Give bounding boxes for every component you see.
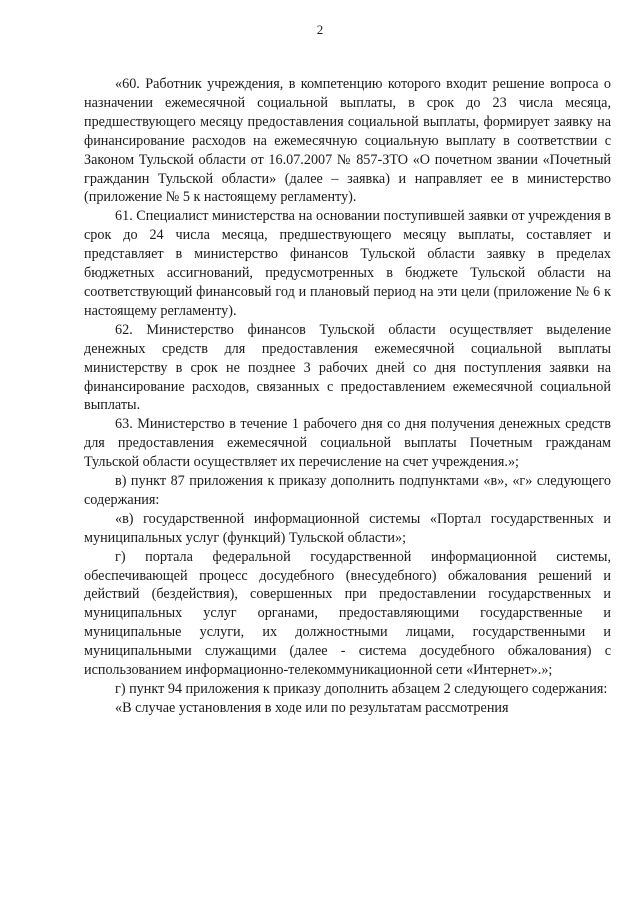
paragraph-60: «60. Работник учреждения, в компетенцию которого входит решение вопроса о назначении ежемесячной социальной выплаты, в срок до 23 числа месяца, предшествующего месяцу предоставления социальной выплаты, формирует заявку на финансирование расходов на ежемесячную социальную выплату в соответствии с Законом Тульской области от 16.07.2007 № 857-ЗТО «О почетном звании «Почетный гражданин Тульской области» (далее – заявка) и направляет ее в министерство (приложение № 5 к настоящему регламенту). bbox=[84, 76, 611, 206]
paragraph-63: 63. Министерство в течение 1 рабочего дня со дня получения денежных средств для предоставления ежемесячной социальной выплаты Почетным гражданам Тульской области осуществляет их перечисление на счет учреждения.»; bbox=[84, 416, 611, 471]
document-body bbox=[84, 75, 611, 718]
paragraph-62: 62. Министерство финансов Тульской области осуществляет выделение денежных средств для предоставления ежемесячной социальной выплаты министерству в срок не позднее 3 рабочих дней со дня поступления заявки на финансирование расходов, связанных с предоставлением ежемесячной социальной выплаты. bbox=[84, 321, 611, 414]
paragraph-case-start: «В случае установления в ходе или по результатам рассмотрения bbox=[115, 699, 509, 716]
paragraph-amendment-v: в) пункт 87 приложения к приказу дополнить подпунктами «в», «г» следующего содержания: bbox=[84, 473, 611, 508]
paragraph-amendment-g: г) пункт 94 приложения к приказу дополнить абзацем 2 следующего содержания: bbox=[115, 681, 608, 697]
paragraph-61: 61. Специалист министерства на основании поступившей заявки от учреждения в срок до 24 числа месяца, предшествующего месяцу выплаты, составляет и представляет в министерство финансов Тульской области заявку в пределах бюджетных ассигнований, предусмотренных в бюджете Тульской области на соответствующий финансовый год и плановый период на эти цели (приложение № 6 к настоящему регламенту). bbox=[84, 208, 611, 319]
paragraph-subpoint-v: «в) государственной информационной системы «Портал государственных и муниципальных услуг (функций) Тульской области»; bbox=[84, 510, 611, 546]
paragraph-subpoint-g: г) портала федеральной государственной информационной системы, обеспечивающей процесс досудебного (внесудебного) обжалования решений и действий (бездействия), совершенных при предоставлении государственных и муниципальных услуг органами, предоставляющими государственные и муниципальные услуги, их должностными лицами, государственными и муниципальными служащими (далее - система досудебного обжалования) с использованием информационно-телекоммуникационной сети «Интернет».»; bbox=[84, 548, 611, 679]
page-number: 2 bbox=[316, 22, 324, 37]
